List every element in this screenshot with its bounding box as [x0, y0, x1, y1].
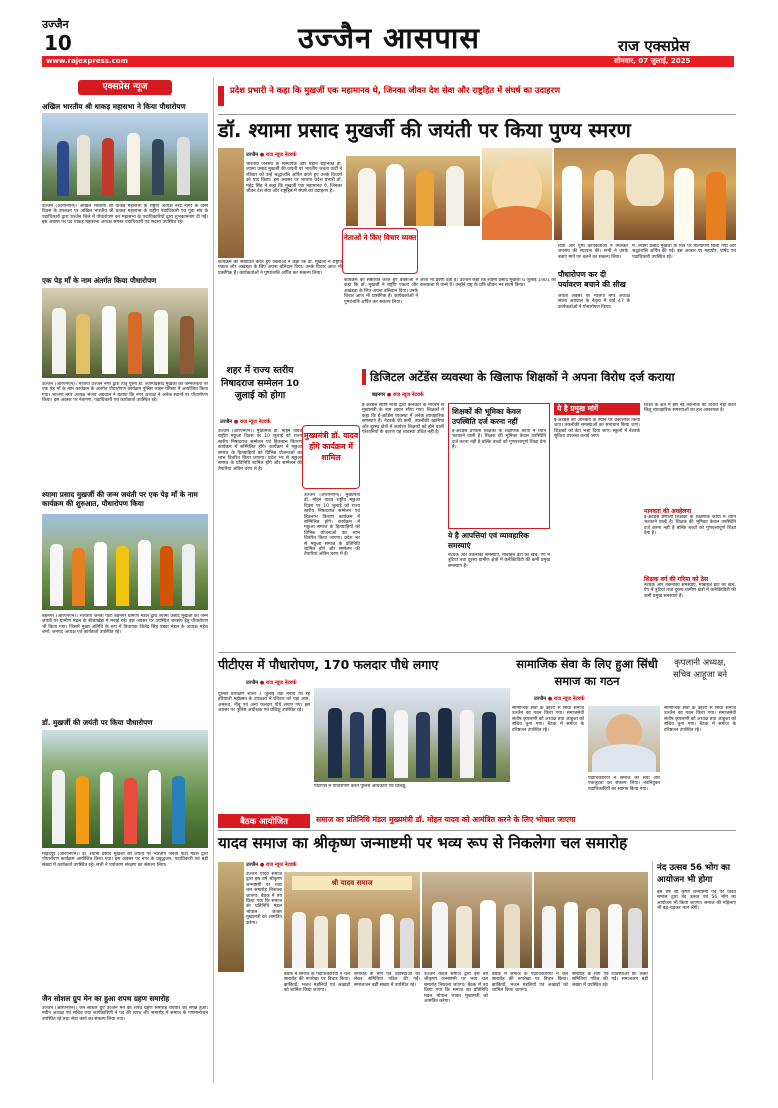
story-headline: यादव समाज का श्रीकृष्ण जन्माष्टमी पर भव्य रूप से निकलेगा चल समारोह: [218, 834, 628, 852]
story-body: उज्जैन यादव समाज द्वारा इस वर्ष श्रीकृष्ण जन्माष्टमी पर भव्य चल समारोह निकाला जाएगा। बैठक में तय किया गया कि समाज का प्रतिनिधि मंडल भोपाल जाकर मुख्यमंत्री को आमंत्रित करेगा।: [246, 872, 282, 926]
story-body: जयंती अवसर पर भाजपा नगर अध्यक्ष संजय अग्रवाल के नेतृत्व में वार्ड 47 के कार्यकर्ताओं ने पौधारोपण किया।: [558, 294, 630, 310]
story-headline: पीटीएस में पौधारोपण, 170 फलदार पौधे लगाए: [218, 657, 439, 672]
baithak-story: [218, 812, 736, 1082]
byline: उज्जैन ● राज न्यूज नेटवर्क: [246, 862, 297, 868]
photo: [482, 148, 552, 240]
box-title: शिक्षकों की भूमिका केवल उपस्थिति दर्ज करना नहीं: [452, 407, 522, 426]
story-body: समारोह के मार्ग एवं व्यवस्थाओं को लेकर समितियां गठित की गईं। समाजजन बड़ी संख्या में उपस्थित रहे।: [572, 972, 648, 988]
story-body: शिक्षा के क्षेत्र में इस नई तकनीक का विरोध नहीं करते किंतु व्यावहारिक समस्याओं का हल आवश्यक है।: [644, 403, 736, 414]
story-body: दिया और पुष्प कार्यकर्ताओं ने मिलकर जनसंघ की स्थापना की। सभी ने उनके बताए मार्ग पर चलने का संकल्प लिया।: [558, 244, 628, 260]
story-body: कार्यक्रम को संबोधित करते हुए वक्ताओं ने कहा कि डॉ. मुखर्जी ने राष्ट्रीय एकता और अखंडता के लिए अपना बलिदान दिया। उनके विचार आज भी प्रासंगिक हैं। कार्यकर्ताओं ने पुष्पांजलि अर्पित कर संकल्प लिया।: [218, 260, 342, 276]
byline-city: बड़नगर: [372, 392, 386, 398]
story-body: बड़नगर (आरएनएन)। भारतीय जनता पार्टी बड़नगर ग्रामीण मंडल द्वारा श्यामा प्रसाद मुखर्जी की जन्म जयंती पर ग्रामीण मंडल के बीजाखेड़ा में मनाई गई। इस अवसर पर उपस्थित जनसंघ हेतु पौधारोपण भी किया गया। जिसमें मुख्य अतिथि के रूप में विधायक जितेंद्र सिंह पंड्या मंडल के अध्यक्ष महेश शर्मा, जनपद अध्यक्ष एवं कार्यकर्ता उपस्थित रहे।: [42, 614, 208, 636]
story-body: बैठक में समाज के पदाधिकारियों ने चल समारोह की रूपरेखा पर विचार किया। झांकियों, भजन मंडलियों एवं अखाड़ों को शामिल किया जाएगा।: [284, 972, 350, 994]
section-label: एक्सप्रेस न्यूज: [78, 80, 172, 95]
story-body: ई-अटेंडेंस संघर्ष मोर्चा द्वारा कलेक्टर के माध्यम से मुख्यमंत्री के नाम ज्ञापन सौंपा गया। शिक्षकों ने कहा कि ई-अटेंडेंस व्यवस्था में अनेक व्यावहारिक समस्याएं हैं। नेटवर्क की कमी, तकनीकी खामियां और दूरस्थ क्षेत्रों में कार्यरत शिक्षकों को होने वाली परेशानियों के कारण यह व्यवस्था उचित नहीं है।: [362, 403, 444, 436]
issue-date: सोमवार, 07 जुलाई, 2025: [614, 57, 691, 65]
demands-body: ई-अटेंडेंस को अनिवार्य के स्थान पर वैकल्पिक किया जाए। तकनीकी समस्याओं का समाधान किया जाए। शिक्षकों को डेटा भत्ता दिया जाए। स्कूलों में नेटवर्क सुविधा उपलब्ध कराई जाए।: [554, 418, 640, 440]
byline-desk: राज न्यूज नेटवर्क: [393, 392, 424, 398]
side-box-title: नंद उत्सव 56 भोग का आयोजन भी होगा: [657, 863, 730, 885]
story-kicker: समाज का प्रतिनिधि मंडल मुख्यमंत्री डॉ. मोहन यादव को आमंत्रित करने के लिए भोपाल जाएगा: [316, 815, 576, 824]
left-column: [42, 72, 208, 1082]
story-kicker: प्रदेश प्रभारी ने कहा कि मुखर्जी एक महामानव थे, जिनका जीवन देश सेवा और राष्ट्रहित में संघर्ष का उदाहरण: [230, 85, 561, 95]
story-body: सामाजिक सेवा के उद्देश्य से सिंधी समाज उज्जैन का गठन किया गया। समाजसेवी संतोष कृपलानी को अध्यक्ष तथा आहूजा को सचिव चुना गया। बैठक में समाज के वरिष्ठजन उपस्थित रहे।: [664, 706, 736, 733]
story-body: उज्जैन (आरएनएन)। अखिल भारतीय श्री धाकड़ महासभा के राष्ट्रीय अध्यक्ष नरेंद्र नागर के जन्म दिवस के उपलक्ष्य पर अखिल भारतीय श्री धाकड़ महासभा के राष्ट्रीय पदाधिकारी एवं युवा संघ के पदाधिकारी द्वारा उज्जैन जिले में पौधारोपण कर महासभा के पदाधिकारियों द्वारा शुभकामनाएं दी गईं। इस अवसर पर पद धाकड़ महासभा अध्यक्ष समस्त पदाधिकारी एवं सदस्य उपस्थित रहे।: [42, 204, 208, 226]
demands-box: [554, 403, 640, 647]
photo: [218, 148, 244, 258]
pull-quote-text: मुख्यमंत्री डॉ. यादव होंगे कार्यक्रम में शामिल: [303, 431, 359, 462]
photo: [284, 872, 420, 968]
story-body: उज्जैन (आरएनएन)। मुख्यमंत्री डॉ. मोहन यादव राष्ट्रीय मछुआ दिवस पर 10 जुलाई को राज्य स्तरीय निषादराज सम्मेलन एवं हितलाभ वितरण कार्यक्रम में सम्मिलित होंगे। कार्यक्रम में मछुआ समाज के हितग्राहियों को विभिन्न योजनाओं का लाभ वितरित किया जाएगा। प्रदेश भर से मछुआ समाज के प्रतिनिधि शामिल होंगे और सम्मेलन की तैयारियां अंतिम चरण में हैं।: [304, 493, 360, 558]
website-url[interactable]: www.rajexpress.com: [46, 57, 128, 65]
demands-title: ये है प्रमुख मांगें: [554, 403, 640, 415]
story-headline: शहर में राज्य स्तरीय निषादराज सम्मेलन 10 जुलाई को होगा: [221, 365, 299, 401]
story-body: उज्जैन (आरएनएन)। मुख्यमंत्री डॉ. मोहन यादव राष्ट्रीय मछुआ दिवस पर 10 जुलाई को राज्य स्तरीय निषादराज सम्मेलन एवं हितलाभ वितरण कार्यक्रम में सम्मिलित होंगे। कार्यक्रम में मछुआ समाज के हितग्राहियों को विभिन्न योजनाओं का लाभ वितरित किया जाएगा। प्रदेश भर से मछुआ समाज के प्रतिनिधि शामिल होंगे और सम्मेलन की तैयारियां अंतिम चरण में हैं।: [218, 429, 302, 472]
divider: [218, 114, 736, 115]
byline-desk: राज न्यूज नेटवर्क: [239, 419, 271, 425]
story-headline: डिजिटल अटेंडेंस व्यवस्था के खिलाफ शिक्षकों ने अपना विरोध दर्ज कराया: [370, 370, 675, 384]
page-title: उज्जैन आसपास: [297, 21, 481, 55]
info-box: [448, 531, 550, 647]
photo: [218, 862, 244, 972]
photo: [42, 113, 208, 201]
story-body: ई-अटेंडेंस प्रणाली शिक्षकों के शैक्षणिक कार्यों में ध्यान भटकाने वाली है। शिक्षक की भूमिका केवल उपस्थिति दर्ज करना नहीं है बल्कि बच्चों को गुणवत्तापूर्ण शिक्षा देना है।: [644, 515, 736, 537]
pull-quote: [342, 228, 418, 274]
byline-city: उज्जैन: [246, 862, 259, 868]
story-headline: अखिल भारतीय श्री धाकड़ महासभा ने किया पौधारोपण: [42, 102, 186, 111]
story-body: मैं. श्यामा प्रसाद मुखर्जी के चित्र पर माल्यार्पण किया गया और श्रद्धांजलि अर्पित की गई। इस अवसर पर महापौर, पार्षद एवं पदाधिकारी उपस्थित रहे।: [632, 244, 736, 260]
story-body: कार्यक्रम को संबोधित करते हुए वक्ताओं ने कहा कि डॉ. मुखर्जी ने राष्ट्रीय एकता और अखंडता के लिए अपना बलिदान दिया। उनके विचार आज भी प्रासंगिक हैं। कार्यकर्ताओं ने पुष्पांजलि अर्पित कर संकल्प लिया।: [344, 278, 418, 305]
photo: [554, 148, 736, 240]
divider: [218, 652, 736, 653]
byline-desk: राज न्यूज नेटवर्क: [265, 680, 297, 686]
story-headline: डॉ. श्यामा प्रसाद मुखर्जी की जयंती पर किया पुण्य स्मरण: [218, 118, 631, 142]
story-headline: श्यामा प्रसाद मुखर्जी की जन्म जयंती पर एक पेड़ माँ के नाम कार्यक्रम की शुरुआत, पौधारोपण किया: [42, 490, 198, 508]
story-headline: सामाजिक सेवा के लिए हुआ सिंधी समाज का गठन: [516, 657, 658, 688]
photo: [42, 730, 208, 848]
sub-headline: पौधारोपण कर दी पर्यावरण बचाने की सीख: [558, 270, 626, 289]
byline-city: उज्जैन: [246, 680, 259, 686]
digital-story: [362, 365, 736, 650]
story-headline: जैन सोशल ग्रुप मेन का हुआ शपथ ग्रहण समारोह: [42, 994, 170, 1003]
box-body: नेटवर्क और तकनीकी समस्याएं, मोबाइल डेटा का खर्च, ऐप में त्रुटियां तथा दूरस्थ ग्रामीण क्षेत्रों में कनेक्टिविटी की कमी प्रमुख समस्याएं हैं।: [448, 553, 550, 569]
column-divider: [213, 78, 214, 1082]
section-label: बैठक आयोजित: [218, 814, 310, 828]
sub-headline: शिक्षक वर्ग की गरिमा को ठेस: [644, 576, 709, 583]
photo: [42, 288, 208, 378]
byline-desk: राज न्यूज नेटवर्क: [553, 696, 585, 702]
box-title: ये है आपत्तियां एवं व्यावहारिक समस्याएं: [448, 531, 529, 550]
story-headline: एक पेड़ माँ के नाम अंतर्गत किया पौधारोपण: [42, 276, 157, 285]
pull-quote-title: नेताओं ने किए विचार व्यक्त: [343, 233, 417, 242]
side-box-body: इस वर्ष श्री कृष्ण जन्माष्टमी पर्व पर यादव समाज द्वारा नंद उत्सव एवं 56 भोग का आयोजन भी किया जाएगा। समाज की महिलाएं भी बढ़-चढ़कर भाग लेंगी।: [657, 890, 736, 912]
box-body: ई-अटेंडेंस प्रणाली शिक्षकों के शैक्षणिक कार्यों में ध्यान भटकाने वाली है। शिक्षक की भूमिका केवल उपस्थिति दर्ज करना नहीं है बल्कि बच्चों को गुणवत्तापूर्ण शिक्षा देना है।: [452, 429, 546, 451]
story-body: महिदपुर (आरएनएन)। डॉ. श्यामा प्रसाद मुखर्जी की जयंती पर भारतीय जनता पार्टी मंडल द्वारा पौधारोपण कार्यक्रम आयोजित किया गया। इस अवसर पर नगर के प्रबुद्धजन, पदाधिकारी एवं बड़ी संख्या में कार्यकर्ता उपस्थित रहे। सभी ने पर्यावरण संरक्षण का संकल्प लिया।: [42, 852, 208, 868]
story-body: पुलिस प्रशिक्षण शाला 7 जुलाई तक मनाये जा रहे हरियाली महोत्सव के उपलक्ष्य में रविवार को यहां आम, अमरूद, नींबू एवं अन्य फलदार पौधे लगाए गए। इस अवसर पर पुलिस अधीक्षक एवं प्रशिक्षु उपस्थित रहे।: [218, 692, 310, 714]
masthead: [0, 0, 778, 70]
byline: बड़नगर ● राज न्यूज नेटवर्क: [372, 392, 424, 398]
info-box: [448, 403, 550, 529]
photo-banner: श्री यादव समाज: [292, 876, 412, 890]
byline-city: उज्जैन: [534, 696, 547, 702]
headline-bar: [362, 369, 366, 385]
story-body: उज्जैन (आरएनएन)। भाजपा उज्जैन नगर द्वारा पितृ पुरुष डॉ. श्यामाप्रसाद मुखर्जी की जन्मजयंती पर एक पेड़ माँ के नाम कार्यक्रम के अंतर्गत पौधारोपण कार्यक्रम पुलिस लाइन परिसर में आयोजित किया गया। भाजपा नगर अध्यक्ष संजय अग्रवाल ने बताया कि नगर अध्यक्ष ने अनेक स्थानों पर पौधारोपण किया। इस अवसर पर नेतागण, पदाधिकारी एवं कार्यकर्ता उपस्थित रहे।: [42, 382, 208, 404]
photo: [422, 872, 532, 968]
page-number: 10: [44, 31, 72, 55]
story-body: उज्जैन यादव समाज द्वारा इस वर्ष श्रीकृष्ण जन्माष्टमी पर भव्य चल समारोह निकाला जाएगा। बैठक में तय किया गया कि समाज का प्रतिनिधि मंडल भोपाल जाकर मुख्यमंत्री को आमंत्रित करेगा।: [424, 972, 488, 1005]
story-body: बैठक में समाज के पदाधिकारियों ने चल समारोह की रूपरेखा पर विचार किया। झांकियों, भजन मंडलियों एवं अखाड़ों को शामिल किया जाएगा।: [492, 972, 568, 994]
sub-headline: मानवता की अवहेलना: [644, 508, 692, 515]
top-story: [218, 78, 736, 378]
pull-quote: [302, 425, 360, 489]
sindhi-story: [512, 656, 736, 806]
byline-city: उज्जैन: [246, 152, 259, 158]
photo-caption: पीटीएस में पौधारोपण करते पुलिस अधिकारी एवं प्रशिक्षु: [314, 784, 406, 789]
paper-name: राज एक्सप्रेस: [618, 37, 690, 55]
photo: [42, 514, 208, 610]
divider: [218, 830, 736, 831]
byline: उज्जैन ● राज न्यूज नेटवर्क: [246, 680, 297, 686]
byline: उज्जैन ● राज न्यूज नेटवर्क: [534, 696, 585, 702]
story-body: आज भी प्रेरणा देता है। उज्जैन कहा कि श्यामा प्रसाद मुखर्जी 6 जुलाई 1901 को कलकत्ता में जन्मे थे। उन्होंने राष्ट्र के प्रति जीवन भर संघर्ष किया।: [420, 278, 556, 289]
photo: [534, 872, 648, 968]
story-body: समारोह के मार्ग एवं व्यवस्थाओं को लेकर समितियां गठित की गईं। समाजजन बड़ी संख्या में उपस्थित रहे।: [354, 972, 420, 988]
byline: उज्जैन ● राज न्यूज नेटवर्क: [220, 419, 271, 425]
story-body: उज्जैन (आरएनएन)। जैन सोशल ग्रुप उज्जैन मेन का शपथ ग्रहण समारोह रविवार को संपन्न हुआ। नवीन अध्यक्ष एवं सचिव तथा कार्यकारिणी ने पद की शपथ ली। समारोह में समाज के गणमान्यजन उपस्थित रहे तथा सेवा कार्य का संकल्प लिया गया।: [42, 1006, 208, 1022]
story-body: सामाजिक सेवा के उद्देश्य से सिंधी समाज उज्जैन का गठन किया गया। समाजसेवी संतोष कृपलानी को अध्यक्ष तथा आहूजा को सचिव चुना गया। बैठक में समाज के वरिष्ठजन उपस्थित रहे।: [512, 706, 584, 733]
story-body: नेटवर्क और तकनीकी समस्याएं, मोबाइल डेटा का खर्च, ऐप में त्रुटियां तथा दूरस्थ ग्रामीण क्षेत्रों में कनेक्टिविटी की कमी प्रमुख समस्याएं हैं।: [644, 583, 736, 599]
kicker-bar: [218, 86, 224, 106]
byline: उज्जैन ● राज न्यूज नेटवर्क: [246, 152, 297, 158]
photo: [588, 706, 660, 772]
photo: [314, 688, 510, 782]
photo: [346, 156, 480, 226]
story-body: पदाधिकारियों ने समाज की सेवा और एकजुटता का संकल्प लिया। नवनियुक्त पदाधिकारियों का स्वागत किया गया।: [588, 776, 660, 792]
story-headline: डॉ. मुखर्जी की जयंती पर किया पौधारोपण: [42, 718, 153, 727]
nishadraj-story: [218, 365, 302, 650]
pts-story: [218, 656, 510, 806]
byline-city: उज्जैन: [220, 419, 233, 425]
side-headline: कृपलानी अध्यक्ष, सचिव आहूजा बने: [673, 657, 727, 679]
byline-desk: राज न्यूज नेटवर्क: [265, 862, 297, 868]
story-body: भारतीय जनसंघ के संस्थापक और महान राष्ट्रभक्त डॉ. श्यामा प्रसाद मुखर्जी की जयंती पर भारतीय जनता पार्टी ने रविवार को उन्हें श्रद्धांजलि अर्पित करते हुए उनके विचारों को याद किया। इस अवसर पर भाजपा प्रदेश प्रभारी डॉ. महेंद्र सिंह ने कहा कि मुखर्जी एक महामानव थे, जिनका जीवन देश सेवा और राष्ट्रहित में संघर्ष का उदाहरण है।: [246, 162, 342, 195]
side-box: [652, 862, 736, 1080]
masthead-city: उज्जैन: [42, 18, 69, 31]
byline-desk: राज न्यूज नेटवर्क: [265, 152, 297, 158]
